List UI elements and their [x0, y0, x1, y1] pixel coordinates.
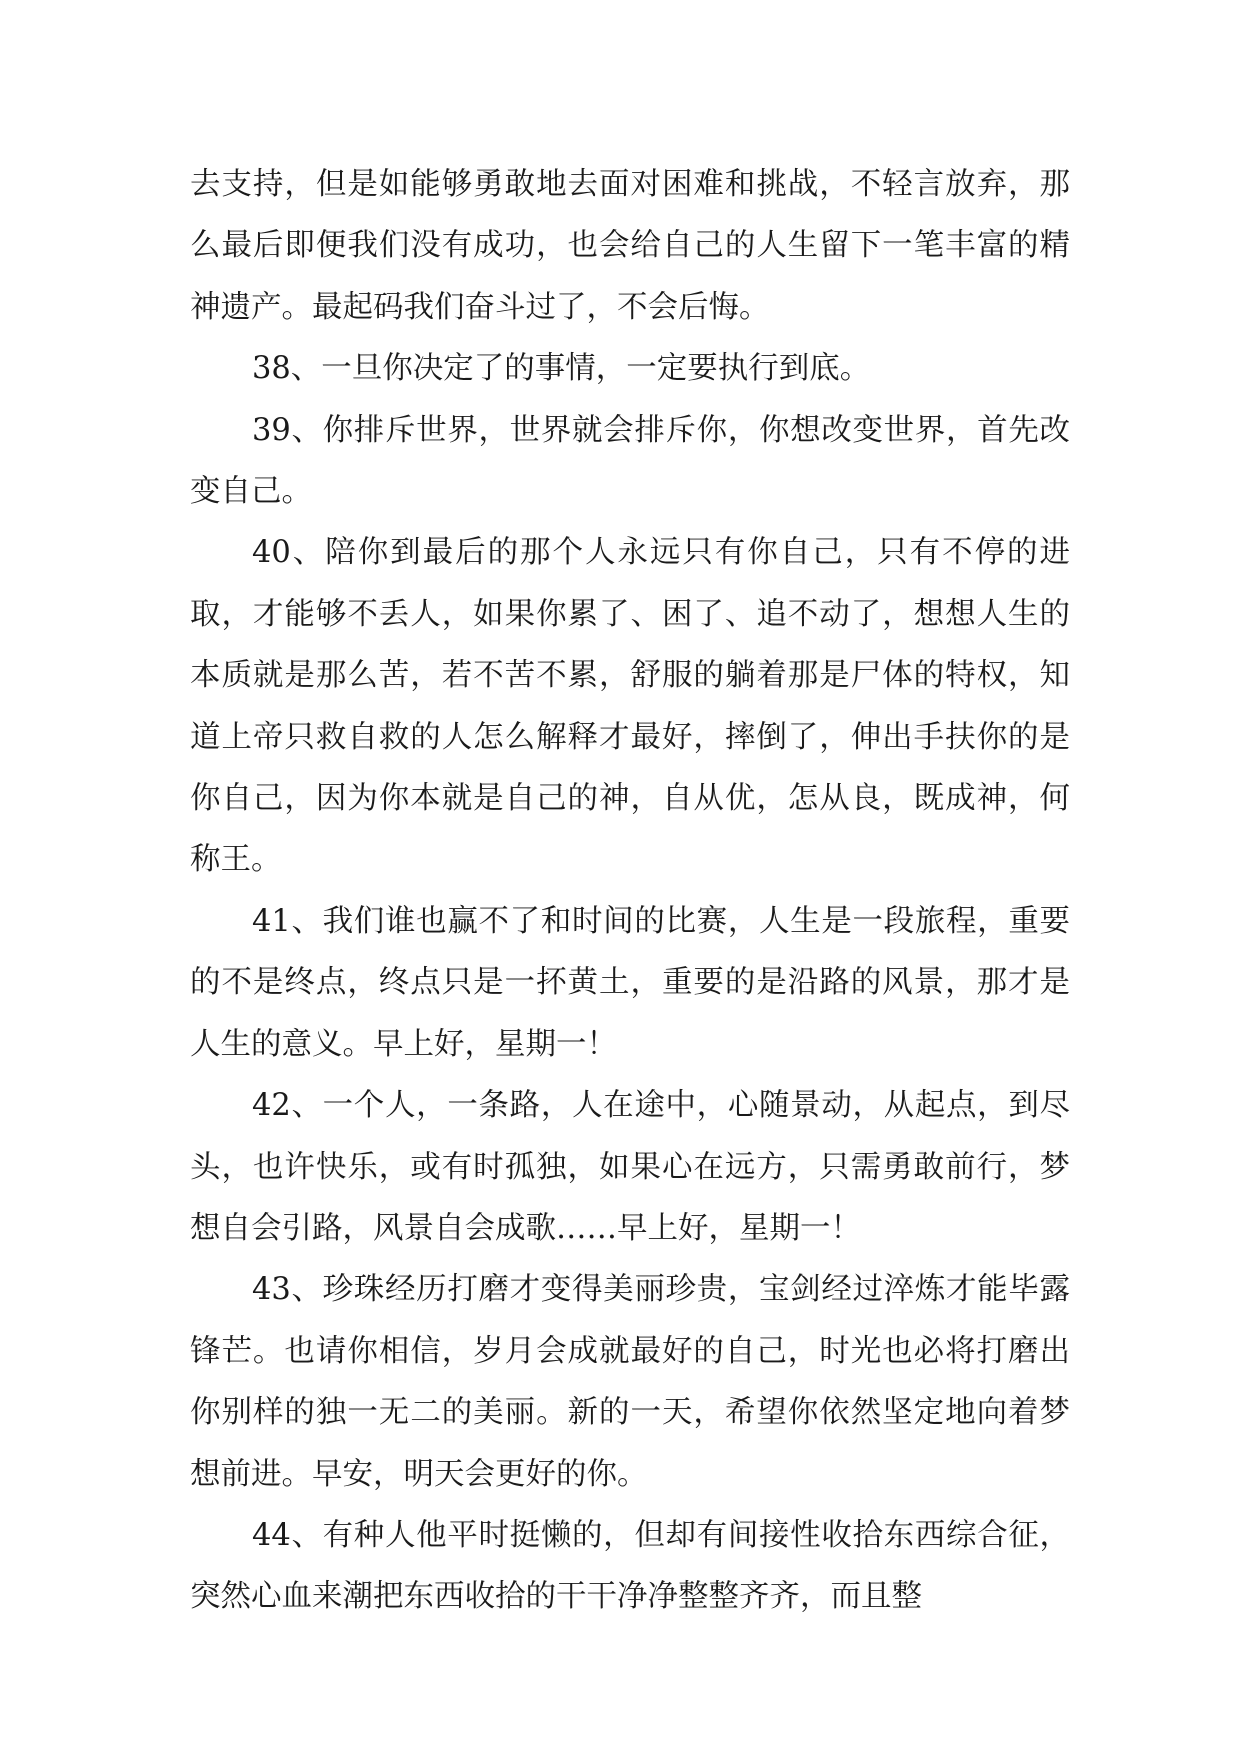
- paragraph-38: 38、一旦你决定了的事情，一定要执行到底。: [252, 351, 871, 387]
- paragraph-continuation: 去支持，但是如能够勇敢地去面对困难和挑战，不轻言放弃，那么最后即便我们没有成功，也会给自己的人生留下一笔丰富的精神遗产。最起码我们奋斗过了，不会后悔。: [190, 167, 1070, 325]
- paragraph-40: 40、陪你到最后的那个人永远只有你自己，只有不停的进取，才能够不丢人，如果你累了、困了、追不动了，想想人生的本质就是那么苦，若不苦不累，舒服的躺着那是尸体的特权，知道上帝只救自救的人怎么解释才最好，摔倒了，伸出手扶你的是你自己，因为你本就是自己的神，自从优，怎从良，既成神，何称王。: [190, 535, 1070, 878]
- paragraph-41: 41、我们谁也赢不了和时间的比赛，人生是一段旅程，重要的不是终点，终点只是一抔黄土，重要的是沿路的风景，那才是人生的意义。早上好，星期一！: [190, 903, 1070, 1062]
- document-body: [190, 154, 1070, 1628]
- paragraph-39: 39、你排斥世界，世界就会排斥你，你想改变世界，首先改变自己。: [190, 412, 1070, 510]
- paragraph-42: 42、一个人，一条路，人在途中，心随景动，从起点，到尽头，也许快乐，或有时孤独，如果心在远方，只需勇敢前行，梦想自会引路，风景自会成歌……早上好，星期一！: [190, 1088, 1070, 1246]
- paragraph-43: 43、珍珠经历打磨才变得美丽珍贵，宝剑经过淬炼才能毕露锋芒。也请你相信，岁月会成就最好的自己，时光也必将打磨出你别样的独一无二的美丽。新的一天，希望你依然坚定地向着梦想前进。早安，明天会更好的你。: [190, 1272, 1070, 1492]
- paragraph-44: 44、有种人他平时挺懒的，但却有间接性收拾东西综合征，突然心血来潮把东西收拾的干干净净整整齐齐，而且整: [190, 1517, 1070, 1615]
